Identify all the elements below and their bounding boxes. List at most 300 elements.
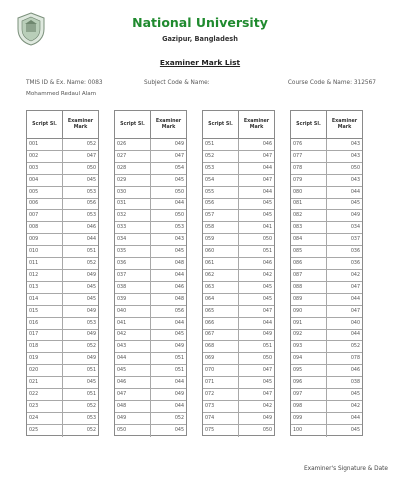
script-serial: 055 xyxy=(205,189,215,195)
table-row xyxy=(115,389,186,401)
table-row xyxy=(115,210,186,222)
examiner-name: Mohammed Redaul Alam xyxy=(26,91,97,97)
script-serial: 099 xyxy=(293,415,303,421)
examiner-signature-label: Examiner's Signature & Date xyxy=(303,466,388,472)
script-serial: 066 xyxy=(205,320,215,326)
table-row xyxy=(27,199,98,211)
table-row xyxy=(27,151,98,163)
table-row xyxy=(203,210,274,222)
script-serial: 086 xyxy=(293,261,303,267)
mark-tables xyxy=(26,110,363,436)
script-serial: 043 xyxy=(117,344,127,350)
table-row xyxy=(291,341,362,353)
script-serial: 092 xyxy=(293,332,303,338)
table-row xyxy=(27,341,98,353)
script-serial: 047 xyxy=(117,391,127,397)
script-serial: 096 xyxy=(293,380,303,386)
examiner-mark: 049 xyxy=(150,341,186,352)
examiner-mark: 045 xyxy=(62,377,98,388)
table-row xyxy=(291,377,362,389)
examiner-mark: 056 xyxy=(62,199,98,210)
script-serial: 051 xyxy=(205,141,215,147)
script-serial: 006 xyxy=(29,201,39,207)
examiner-mark: 051 xyxy=(238,246,274,257)
script-serial: 100 xyxy=(293,428,303,434)
script-serial: 041 xyxy=(117,320,127,326)
table-row xyxy=(115,246,186,258)
table-row xyxy=(115,234,186,246)
table-row xyxy=(27,306,98,318)
table-row xyxy=(291,282,362,294)
examiner-mark: 051 xyxy=(150,353,186,364)
table-row xyxy=(203,389,274,401)
examiner-mark: 045 xyxy=(150,330,186,341)
table-row xyxy=(203,353,274,365)
table-row xyxy=(115,163,186,175)
script-serial: 030 xyxy=(117,189,127,195)
table-row xyxy=(203,246,274,258)
examiner-mark: 048 xyxy=(150,294,186,305)
table-row xyxy=(115,151,186,163)
script-serial: 094 xyxy=(293,356,303,362)
table-row xyxy=(115,199,186,211)
examiner-mark: 052 xyxy=(62,341,98,352)
examiner-mark: 044 xyxy=(238,318,274,329)
table-row xyxy=(115,377,186,389)
script-column-header: Script Sl. xyxy=(208,121,233,127)
examiner-mark: 044 xyxy=(150,318,186,329)
script-serial: 022 xyxy=(29,391,39,397)
script-serial: 029 xyxy=(117,177,127,183)
script-serial: 040 xyxy=(117,308,127,314)
table-row xyxy=(291,270,362,282)
examiner-mark: 045 xyxy=(326,425,362,437)
examiner-mark: 044 xyxy=(150,270,186,281)
table-row xyxy=(203,151,274,163)
examiner-mark: 034 xyxy=(326,222,362,233)
examiner-mark: 045 xyxy=(238,199,274,210)
document-title: Examiner Mark List xyxy=(159,58,241,67)
script-serial: 088 xyxy=(293,284,303,290)
script-serial: 098 xyxy=(293,403,303,409)
table-row xyxy=(291,389,362,401)
table-row xyxy=(27,234,98,246)
examiner-mark: 040 xyxy=(326,318,362,329)
university-title: National University xyxy=(132,15,268,30)
table-row xyxy=(203,163,274,175)
script-serial: 013 xyxy=(29,284,39,290)
script-serial: 044 xyxy=(117,356,127,362)
table-row xyxy=(203,282,274,294)
examiner-mark: 047 xyxy=(238,389,274,400)
examiner-mark: 045 xyxy=(62,175,98,186)
script-serial: 015 xyxy=(29,308,39,314)
examiner-mark: 045 xyxy=(150,175,186,186)
table-row xyxy=(115,258,186,270)
table-row xyxy=(291,425,362,437)
script-serial: 016 xyxy=(29,320,39,326)
script-serial: 059 xyxy=(205,237,215,243)
script-serial: 075 xyxy=(205,428,215,434)
script-serial: 039 xyxy=(117,296,127,302)
examiner-mark: 041 xyxy=(238,222,274,233)
table-row xyxy=(291,258,362,270)
table-row xyxy=(291,413,362,425)
table-row xyxy=(203,318,274,330)
examiner-mark: 049 xyxy=(62,306,98,317)
table-row xyxy=(27,425,98,437)
examiner-mark: 053 xyxy=(150,222,186,233)
table-row xyxy=(115,222,186,234)
script-serial: 053 xyxy=(205,165,215,171)
script-serial: 058 xyxy=(205,225,215,231)
examiner-mark: 044 xyxy=(150,199,186,210)
table-row xyxy=(115,294,186,306)
examiner-mark: 051 xyxy=(62,389,98,400)
examiner-mark: 044 xyxy=(238,163,274,174)
mark-column-header: Examiner Mark xyxy=(62,111,98,138)
subject-code: Subject Code & Name: xyxy=(144,80,210,86)
table-row xyxy=(291,365,362,377)
script-serial: 014 xyxy=(29,296,39,302)
script-serial: 080 xyxy=(293,189,303,195)
script-serial: 076 xyxy=(293,141,303,147)
table-row xyxy=(203,199,274,211)
table-row xyxy=(203,234,274,246)
script-serial: 069 xyxy=(205,356,215,362)
table-row xyxy=(115,341,186,353)
table-row xyxy=(115,306,186,318)
script-serial: 023 xyxy=(29,403,39,409)
mark-column-header: Examiner Mark xyxy=(238,111,274,138)
script-serial: 077 xyxy=(293,153,303,159)
script-serial: 021 xyxy=(29,380,39,386)
table-row xyxy=(27,294,98,306)
table-row xyxy=(27,222,98,234)
script-serial: 045 xyxy=(117,368,127,374)
table-row xyxy=(27,187,98,199)
examiner-mark: 051 xyxy=(62,365,98,376)
script-serial: 010 xyxy=(29,249,39,255)
script-serial: 052 xyxy=(205,153,215,159)
table-row xyxy=(203,258,274,270)
examiner-mark: 050 xyxy=(150,187,186,198)
table-row xyxy=(27,318,98,330)
table-row xyxy=(291,353,362,365)
table-row xyxy=(115,353,186,365)
table-row xyxy=(291,306,362,318)
examiner-mark: 049 xyxy=(238,330,274,341)
examiner-mark: 042 xyxy=(238,270,274,281)
script-serial: 026 xyxy=(117,141,127,147)
script-serial: 025 xyxy=(29,428,39,434)
mark-table-block xyxy=(114,110,187,436)
examiner-mark: 044 xyxy=(238,187,274,198)
script-serial: 019 xyxy=(29,356,39,362)
table-row xyxy=(115,175,186,187)
script-serial: 001 xyxy=(29,141,39,147)
examiner-mark: 045 xyxy=(62,282,98,293)
table-row xyxy=(115,413,186,425)
table-row xyxy=(27,270,98,282)
examiner-mark: 043 xyxy=(150,234,186,245)
table-row xyxy=(27,353,98,365)
examiner-mark: 037 xyxy=(326,234,362,245)
table-row xyxy=(27,163,98,175)
table-row xyxy=(115,318,186,330)
examiner-mark: 049 xyxy=(238,413,274,424)
script-serial: 024 xyxy=(29,415,39,421)
examiner-mark: 044 xyxy=(62,234,98,245)
script-serial: 082 xyxy=(293,213,303,219)
examiner-mark: 046 xyxy=(238,258,274,269)
examiner-mark: 043 xyxy=(326,175,362,186)
table-row xyxy=(27,282,98,294)
table-row xyxy=(115,282,186,294)
table-row xyxy=(203,330,274,342)
table-row xyxy=(203,413,274,425)
examiner-mark: 050 xyxy=(326,163,362,174)
table-row xyxy=(115,401,186,413)
examiner-mark: 049 xyxy=(326,210,362,221)
table-row xyxy=(27,210,98,222)
examiner-mark: 044 xyxy=(326,330,362,341)
table-row xyxy=(203,341,274,353)
examiner-mark: 052 xyxy=(62,139,98,150)
script-serial: 017 xyxy=(29,332,39,338)
examiner-mark: 047 xyxy=(238,365,274,376)
examiner-mark: 050 xyxy=(238,234,274,245)
table-row xyxy=(291,294,362,306)
examiner-mark: 044 xyxy=(326,187,362,198)
script-serial: 028 xyxy=(117,165,127,171)
examiner-mark: 049 xyxy=(62,353,98,364)
table-row xyxy=(203,377,274,389)
table-header xyxy=(115,111,186,139)
examiner-mark: 047 xyxy=(238,306,274,317)
examiner-mark: 051 xyxy=(150,365,186,376)
examiner-mark: 042 xyxy=(326,270,362,281)
script-column-header: Script Sl. xyxy=(120,121,145,127)
examiner-mark: 049 xyxy=(62,330,98,341)
script-serial: 084 xyxy=(293,237,303,243)
examiner-mark: 052 xyxy=(62,401,98,412)
examiner-mark: 049 xyxy=(150,389,186,400)
table-header xyxy=(27,111,98,139)
table-row xyxy=(291,151,362,163)
examiner-mark: 046 xyxy=(326,365,362,376)
tims-id: TMIS ID & Ex. Name: 0083 xyxy=(26,80,103,86)
examiner-mark: 038 xyxy=(326,377,362,388)
examiner-mark: 052 xyxy=(326,341,362,352)
examiner-mark: 078 xyxy=(326,353,362,364)
examiner-mark: 045 xyxy=(150,246,186,257)
meta-row xyxy=(26,80,376,90)
examiner-mark: 044 xyxy=(150,377,186,388)
examiner-mark: 051 xyxy=(238,341,274,352)
script-serial: 018 xyxy=(29,344,39,350)
script-serial: 009 xyxy=(29,237,39,243)
script-serial: 004 xyxy=(29,177,39,183)
examiner-mark: 043 xyxy=(326,151,362,162)
university-location: Gazipur, Bangladesh xyxy=(162,35,238,43)
examiner-mark: 042 xyxy=(238,401,274,412)
examiner-mark: 045 xyxy=(238,282,274,293)
examiner-mark: 048 xyxy=(150,258,186,269)
script-column-header: Script Sl. xyxy=(296,121,321,127)
table-row xyxy=(27,413,98,425)
course-code: Course Code & Name: 312567 xyxy=(287,80,376,86)
script-serial: 072 xyxy=(205,391,215,397)
table-row xyxy=(115,365,186,377)
table-row xyxy=(203,139,274,151)
script-serial: 090 xyxy=(293,308,303,314)
examiner-mark: 054 xyxy=(150,163,186,174)
script-serial: 046 xyxy=(117,380,127,386)
table-row xyxy=(291,246,362,258)
script-serial: 078 xyxy=(293,165,303,171)
examiner-mark: 053 xyxy=(62,187,98,198)
table-row xyxy=(203,187,274,199)
table-row xyxy=(203,294,274,306)
script-serial: 054 xyxy=(205,177,215,183)
examiner-mark: 052 xyxy=(150,413,186,424)
mark-column-header: Examiner Mark xyxy=(150,111,186,138)
examiner-mark: 045 xyxy=(238,210,274,221)
table-row xyxy=(291,330,362,342)
mark-table-block xyxy=(202,110,275,436)
script-serial: 056 xyxy=(205,201,215,207)
script-serial: 073 xyxy=(205,403,215,409)
table-row xyxy=(115,330,186,342)
mark-table-block xyxy=(26,110,99,436)
script-serial: 048 xyxy=(117,403,127,409)
table-row xyxy=(203,306,274,318)
examiner-mark: 050 xyxy=(238,353,274,364)
examiner-mark: 047 xyxy=(150,151,186,162)
script-serial: 070 xyxy=(205,368,215,374)
script-serial: 081 xyxy=(293,201,303,207)
script-serial: 038 xyxy=(117,284,127,290)
script-serial: 049 xyxy=(117,415,127,421)
script-serial: 064 xyxy=(205,296,215,302)
examiner-mark: 045 xyxy=(326,389,362,400)
script-serial: 011 xyxy=(29,261,39,267)
table-row xyxy=(27,246,98,258)
table-row xyxy=(203,175,274,187)
script-serial: 007 xyxy=(29,213,39,219)
table-row xyxy=(27,175,98,187)
examiner-mark: 046 xyxy=(62,222,98,233)
examiner-mark: 050 xyxy=(238,425,274,437)
examiner-mark: 053 xyxy=(62,413,98,424)
table-row xyxy=(291,175,362,187)
examiner-mark: 045 xyxy=(62,294,98,305)
script-serial: 036 xyxy=(117,261,127,267)
table-row xyxy=(291,163,362,175)
examiner-mark: 050 xyxy=(150,210,186,221)
script-serial: 093 xyxy=(293,344,303,350)
script-serial: 062 xyxy=(205,272,215,278)
script-serial: 065 xyxy=(205,308,215,314)
table-row xyxy=(27,139,98,151)
examiner-mark: 052 xyxy=(62,258,98,269)
script-serial: 034 xyxy=(117,237,127,243)
script-serial: 027 xyxy=(117,153,127,159)
script-serial: 060 xyxy=(205,249,215,255)
table-row xyxy=(27,258,98,270)
examiner-mark: 050 xyxy=(62,163,98,174)
table-row xyxy=(203,401,274,413)
examiner-mark: 049 xyxy=(150,139,186,150)
script-serial: 020 xyxy=(29,368,39,374)
examiner-mark: 047 xyxy=(238,151,274,162)
script-serial: 079 xyxy=(293,177,303,183)
script-serial: 095 xyxy=(293,368,303,374)
script-serial: 087 xyxy=(293,272,303,278)
examiner-mark: 036 xyxy=(326,246,362,257)
script-serial: 057 xyxy=(205,213,215,219)
table-row xyxy=(291,234,362,246)
examiner-mark: 036 xyxy=(326,258,362,269)
table-row xyxy=(291,199,362,211)
table-row xyxy=(27,377,98,389)
table-row xyxy=(115,139,186,151)
script-column-header: Script Sl. xyxy=(32,121,57,127)
examiner-mark: 045 xyxy=(150,425,186,437)
examiner-mark: 047 xyxy=(326,306,362,317)
table-row xyxy=(203,425,274,437)
examiner-mark: 047 xyxy=(238,175,274,186)
table-row xyxy=(27,401,98,413)
examiner-mark: 044 xyxy=(150,401,186,412)
examiner-mark: 049 xyxy=(62,270,98,281)
mark-column-header: Examiner Mark xyxy=(326,111,362,138)
script-serial: 083 xyxy=(293,225,303,231)
examiner-mark: 045 xyxy=(238,294,274,305)
table-row xyxy=(203,222,274,234)
examiner-mark: 047 xyxy=(326,282,362,293)
examiner-mark: 053 xyxy=(62,210,98,221)
examiner-mark: 043 xyxy=(326,139,362,150)
script-serial: 061 xyxy=(205,261,215,267)
script-serial: 063 xyxy=(205,284,215,290)
script-serial: 032 xyxy=(117,213,127,219)
script-serial: 002 xyxy=(29,153,39,159)
examiner-mark: 056 xyxy=(150,306,186,317)
script-serial: 071 xyxy=(205,380,215,386)
mark-table-block xyxy=(290,110,363,436)
script-serial: 008 xyxy=(29,225,39,231)
table-row xyxy=(203,365,274,377)
script-serial: 085 xyxy=(293,249,303,255)
table-row xyxy=(27,389,98,401)
script-serial: 035 xyxy=(117,249,127,255)
table-row xyxy=(27,365,98,377)
table-header xyxy=(291,111,362,139)
table-row xyxy=(203,270,274,282)
examiner-mark: 047 xyxy=(62,151,98,162)
examiner-mark: 053 xyxy=(62,318,98,329)
script-serial: 074 xyxy=(205,415,215,421)
table-row xyxy=(291,318,362,330)
examiner-mark: 052 xyxy=(62,425,98,437)
examiner-mark: 045 xyxy=(326,199,362,210)
table-row xyxy=(115,187,186,199)
examiner-mark: 046 xyxy=(150,282,186,293)
script-serial: 012 xyxy=(29,272,39,278)
script-serial: 033 xyxy=(117,225,127,231)
